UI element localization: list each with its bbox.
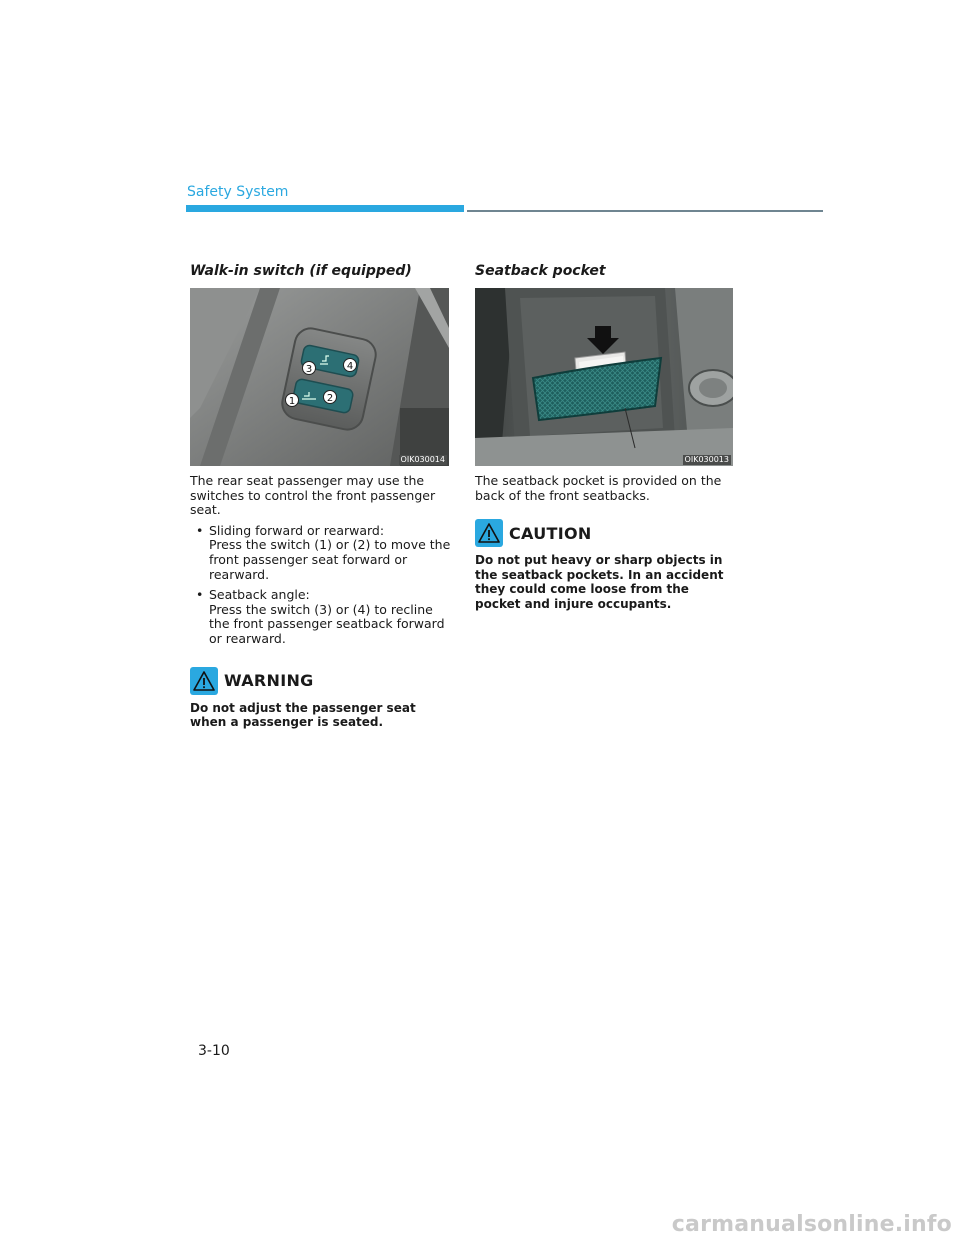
- bullet-dot: •: [196, 522, 204, 538]
- list-item: [190, 588, 452, 603]
- page-number: 3-10: [198, 1043, 230, 1059]
- bullet-detail: Press the switch (3) or (4) to recline the front passenger seatback forward or rearward.: [209, 601, 445, 646]
- bullet-title: Seatback angle:: [209, 587, 310, 603]
- seatback-intro: The seatback pocket is provided on the back of the front seatbacks.: [475, 473, 722, 503]
- walk-in-switch-heading: Walk-in switch (if equipped): [190, 263, 412, 279]
- caution-text: Do not put heavy or sharp objects in the seatback pockets. In an accident they could come loose from the pocket and injure occupants.: [475, 553, 724, 611]
- walk-in-switch-section: [190, 262, 452, 730]
- bullet-title: Sliding forward or rearward:: [209, 522, 385, 538]
- seatback-pocket-heading: Seatback pocket: [475, 263, 606, 279]
- switch-label-4: 4: [346, 361, 354, 372]
- seatback-pocket-illustration: [475, 288, 733, 466]
- warning-triangle-icon: [475, 519, 503, 547]
- caution-header: [475, 519, 737, 547]
- header-accent-bar: [186, 205, 464, 212]
- walk-in-intro: The rear seat passenger may use the switches to control the front passenger seat.: [190, 473, 436, 518]
- walk-in-switch-figure: [190, 288, 449, 466]
- warning-label: WARNING: [224, 671, 314, 691]
- seatback-pocket-section: [475, 262, 737, 612]
- warning-text: Do not adjust the passenger seat when a passenger is seated.: [190, 700, 416, 730]
- switch-label-3: 3: [305, 364, 313, 375]
- bullet-dot: •: [196, 587, 204, 603]
- warning-header: [190, 667, 452, 695]
- switch-label-2: 2: [326, 393, 334, 404]
- header-rule: [467, 210, 823, 212]
- figure-code: OIK030013: [684, 455, 729, 464]
- caution-label: CAUTION: [509, 523, 592, 543]
- seatback-pocket-figure: [475, 288, 733, 466]
- watermark: carmanualsonline.info: [671, 1212, 952, 1237]
- warning-triangle-icon: [190, 667, 218, 695]
- bullet-detail: Press the switch (1) or (2) to move the front passenger seat forward or rearward.: [209, 537, 451, 582]
- list-item: [190, 524, 452, 539]
- section-label: Safety System: [187, 184, 289, 200]
- walk-in-switch-illustration: [190, 288, 449, 466]
- figure-code: OIK030014: [400, 455, 445, 464]
- switch-label-1: 1: [288, 396, 296, 407]
